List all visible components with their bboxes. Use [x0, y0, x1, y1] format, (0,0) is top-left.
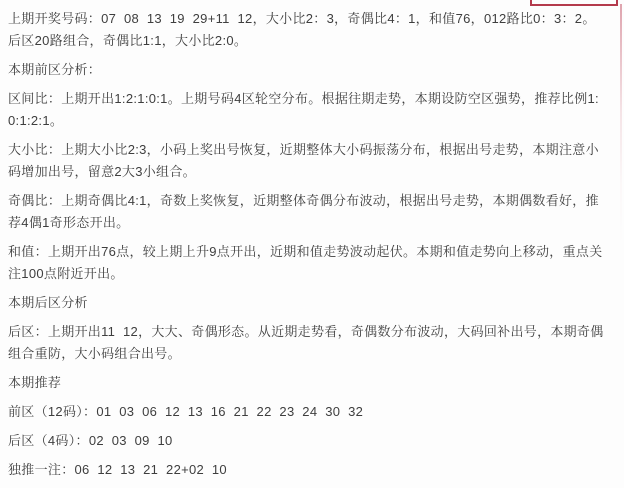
back-area-paragraph: 后区：上期开出11 12，大大、奇偶形态。从近期走势看，奇偶数分布波动，大码回补出号，本期奇偶组合重防，大小码组合出号。	[8, 324, 604, 361]
back-4-codes-line: 后区（4码）：02 03 09 10	[8, 433, 173, 448]
single-bet-line: 独推一注：06 12 13 21 22+02 10	[8, 462, 227, 477]
sum-value-paragraph: 和值：上期开出76点，较上期上升9点开出，近期和值走势波动起伏。本期和值走势向上移动，重点关注100点附近开出。	[8, 244, 603, 281]
right-edge-pink-border	[620, 4, 622, 244]
zone-ratio-paragraph: 区间比：上期开出1:2:1:0:1。上期号码4区轮空分布。根据往期走势，本期设防空区强势，推荐比例1:0:1:2:1。	[8, 91, 599, 128]
last-draw-summary: 上期开奖号码：07 08 13 19 29+11 12，大小比2：3，奇偶比4：1，和值76，012路比0：3：2。后区20路组合，奇偶比1:1，大小比2:0。	[8, 11, 596, 48]
lottery-analysis-article	[8, 8, 606, 488]
back-area-analysis-title: 本期后区分析	[8, 295, 88, 310]
front-12-codes-line: 前区（12码）：01 03 06 12 13 16 21 22 23 24 30 32	[8, 404, 364, 419]
odd-even-ratio-paragraph: 奇偶比：上期奇偶比4:1，奇数上奖恢复，近期整体奇偶分布波动，根据出号走势，本期偶数看好，推荐4偶1奇形态开出。	[8, 193, 599, 230]
size-ratio-paragraph: 大小比：上期大小比2:3，小码上奖出号恢复，近期整体大小码振荡分布，根据出号走势，本期注意小码增加出号，留意2大3小组合。	[8, 142, 599, 179]
recommendation-title: 本期推荐	[8, 375, 62, 390]
front-area-analysis-title: 本期前区分析：	[8, 62, 102, 77]
cutoff-red-highlight-box	[530, 0, 618, 6]
